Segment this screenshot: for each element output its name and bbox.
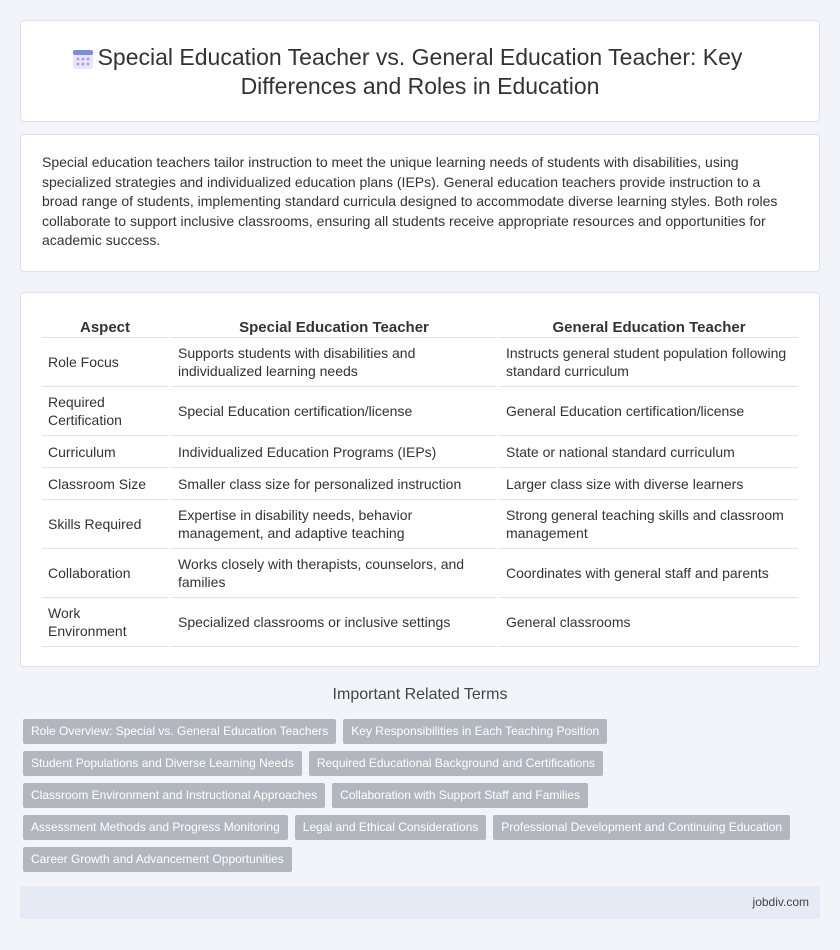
cell-general: Instructs general student population following standard curriculum	[496, 338, 798, 387]
related-term-tag[interactable]: Role Overview: Special vs. General Education Teachers	[23, 719, 336, 744]
table-row	[42, 436, 798, 468]
comparison-table-card	[20, 292, 820, 667]
cell-special: Supports students with disabilities and individualized learning needs	[168, 338, 496, 387]
cell-special: Special Education certification/license	[168, 387, 496, 436]
table-row	[42, 549, 798, 598]
table-row	[42, 598, 798, 647]
cell-general: Strong general teaching skills and classroom management	[496, 500, 798, 549]
cell-aspect: Role Focus	[42, 338, 168, 387]
related-term-tag[interactable]: Career Growth and Advancement Opportunities	[23, 847, 292, 872]
cell-general: Coordinates with general staff and parents	[496, 549, 798, 598]
table-row	[42, 500, 798, 549]
related-term-tag[interactable]: Student Populations and Diverse Learning Needs	[23, 751, 302, 776]
cell-aspect: Skills Required	[42, 500, 168, 549]
cell-aspect: Work Environment	[42, 598, 168, 647]
related-term-tag[interactable]: Required Educational Background and Certifications	[309, 751, 603, 776]
related-term-tag[interactable]: Classroom Environment and Instructional Approaches	[23, 783, 325, 808]
related-terms-heading: Important Related Terms	[332, 686, 508, 703]
footer-site-link[interactable]: jobdiv.com	[752, 895, 809, 909]
related-term-tag[interactable]: Assessment Methods and Progress Monitoring	[23, 815, 288, 840]
related-term-tag[interactable]: Legal and Ethical Considerations	[295, 815, 486, 840]
cell-general: Larger class size with diverse learners	[496, 468, 798, 500]
comparison-table	[42, 314, 798, 647]
related-term-tag[interactable]: Key Responsibilities in Each Teaching Position	[343, 719, 607, 744]
title-card	[20, 20, 820, 122]
cell-special: Works closely with therapists, counselors, and families	[168, 549, 496, 598]
page-title: Special Education Teacher vs. General Education Teacher: Key Differences and Roles in Education	[97, 44, 743, 99]
related-term-tag[interactable]: Collaboration with Support Staff and Families	[332, 783, 588, 808]
table-row	[42, 468, 798, 500]
header-aspect: Aspect	[42, 314, 168, 338]
footer	[20, 886, 820, 919]
cell-special: Individualized Education Programs (IEPs)	[168, 436, 496, 468]
intro-paragraph: Special education teachers tailor instruction to meet the unique learning needs of students with disabilities, using specialized strategies and individualized education plans (IEPs). General education teachers provide instruction to a broad range of students, implementing standard curricula designed to accommodate diverse learning styles. Both roles collaborate to support inclusive classrooms, ensuring all students receive appropriate resources and opportunities for academic success.	[42, 154, 778, 249]
cell-aspect: Collaboration	[42, 549, 168, 598]
cell-special: Smaller class size for personalized instruction	[168, 468, 496, 500]
cell-aspect: Curriculum	[42, 436, 168, 468]
intro-card	[20, 134, 820, 272]
table-row	[42, 338, 798, 387]
cell-aspect: Classroom Size	[42, 468, 168, 500]
header-special: Special Education Teacher	[168, 314, 496, 338]
related-term-tag[interactable]: Professional Development and Continuing Education	[493, 815, 790, 840]
cell-general: General Education certification/license	[496, 387, 798, 436]
header-general: General Education Teacher	[496, 314, 798, 338]
cell-aspect: Required Certification	[42, 387, 168, 436]
related-terms-list	[23, 719, 813, 879]
cell-special: Specialized classrooms or inclusive settings	[168, 598, 496, 647]
cell-special: Expertise in disability needs, behavior management, and adaptive teaching	[168, 500, 496, 549]
table-row	[42, 387, 798, 436]
cell-general: General classrooms	[496, 598, 798, 647]
cell-general: State or national standard curriculum	[496, 436, 798, 468]
